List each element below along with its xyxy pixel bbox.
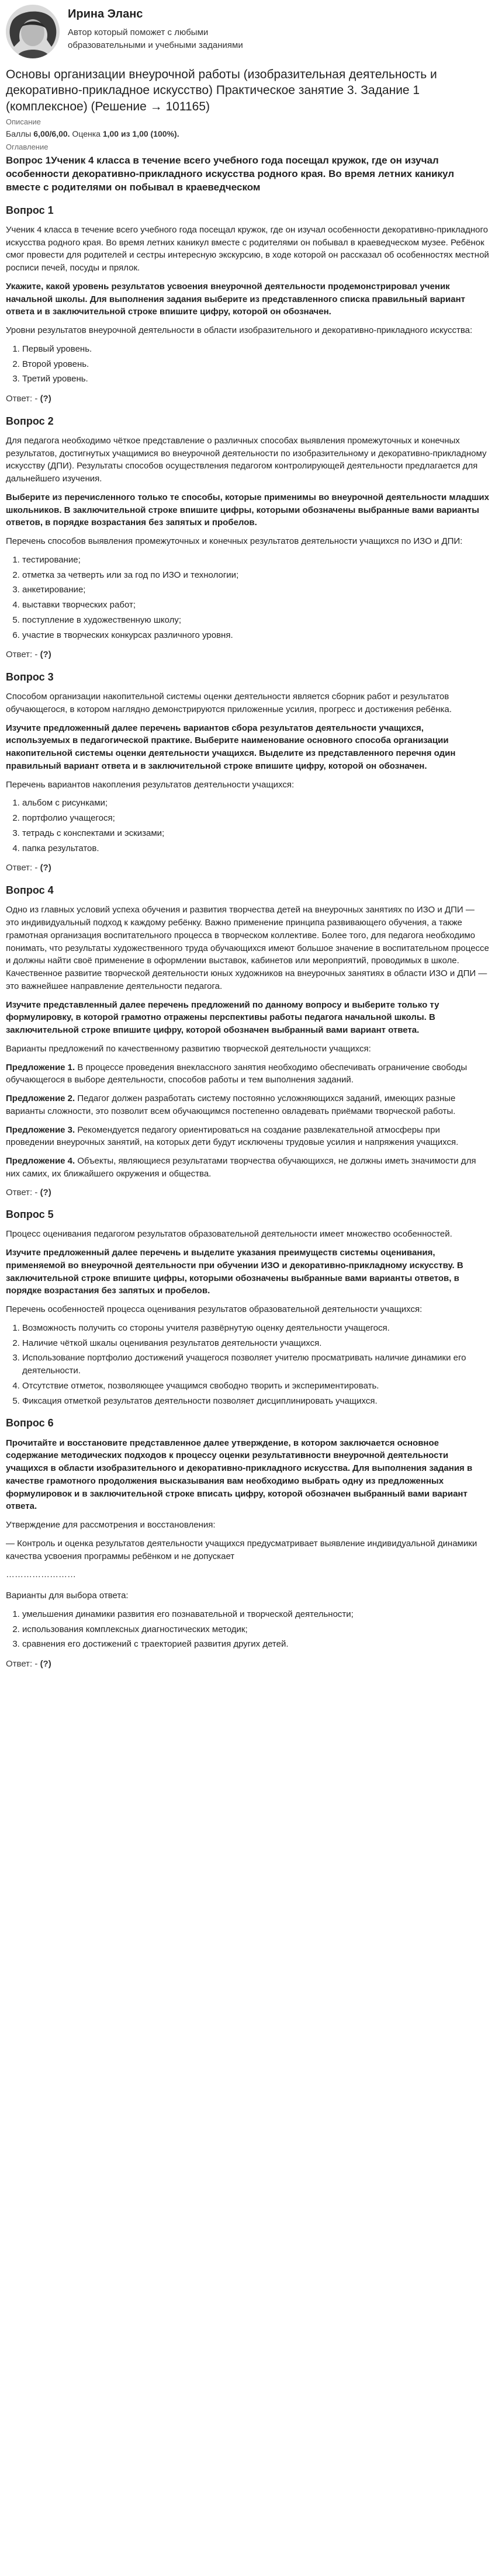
- answer-label: Ответ: -: [6, 1659, 40, 1669]
- proposal-label: Предложение 1.: [6, 1062, 75, 1072]
- question-5-heading: Вопрос 5: [6, 1209, 54, 1221]
- list-item: 3. тетрадь с конспектами и эскизами;: [22, 827, 489, 840]
- question-2-list-intro: Перечень способов выявления промежуточных и конечных результатов деятельности учащихся по ИЗО и ДПИ:: [6, 536, 463, 547]
- grade-prefix: Оценка: [70, 129, 103, 138]
- question-6-options: [6, 1608, 489, 1651]
- list-item: 4. папка результатов.: [22, 842, 489, 855]
- grade-value: 1,00 из 1,00 (100%).: [102, 129, 179, 138]
- question-3-answer: [6, 862, 489, 874]
- answer-label: Ответ: -: [6, 394, 40, 404]
- score-value: 6,00/6,00.: [33, 129, 70, 138]
- proposal-text: Рекомендуется педагогу ориентироваться на создание развлекательной атмосферы при проведении внеурочных занятий, на которых дети будут исключены трудовые усилия и напряжения учащихся.: [6, 1124, 459, 1148]
- question-6-heading: Вопрос 6: [6, 1417, 54, 1429]
- score-line: [6, 128, 489, 140]
- question-4-text: Одно из главных условий успеха обучения и развития творчества детей на внеурочных занятиях по ИЗО и ДПИ — это индивидуальный подход к каждому ребёнку. Важно применение принципа развивающего обучения, а также грамотная организация воспитательного процесса в творческом коллективе. Более того, для педагога необходимо понимать, что результаты художественного труда обучающихся имеют большое значение в воспитательном процессе и должны найти своё применение в оформлении выставок, кабинетов или мероприятий, проводимых в школе. Качественное развитие творческой деятельности юных художников на внеурочных занятиях в области ИЗО и ДПИ — это важнейшее направление деятельности педагога.: [6, 905, 489, 991]
- question-5-text: Процесс оценивания педагогом результатов образовательной деятельности имеет множество особенностей.: [6, 1229, 452, 1240]
- list-item: 3. Использование портфолио достижений учащегося позволяет учителю просматривать наличие динамики его деятельности.: [22, 1352, 489, 1377]
- question-2-text: Для педагога необходимо чёткое представление о различных способах выявления промежуточных и конечных результатов, достигнутых учащимися во внеурочной деятельности по изобразительному и декоративно-прикладному искусству (ДПИ). Результаты способов осуществления педагогом контролирующей деятельности предлагается для дальнейшего изучения.: [6, 435, 487, 484]
- question-3-text: Способом организации накопительной системы оценки деятельности является сборник работ и результатов обучающегося, в котором наглядно демонстрируются приложенные усилия, прогресс и достижения ребёнка.: [6, 692, 452, 714]
- list-item: 1. Первый уровень.: [22, 343, 489, 356]
- author-avatar[interactable]: [6, 5, 60, 58]
- proposal-label: Предложение 2.: [6, 1093, 75, 1104]
- proposal-1: [6, 1061, 489, 1087]
- list-item: 5. Фиксация отметкой результатов деятельности позволяет дисциплинировать учащихся.: [22, 1395, 489, 1408]
- proposal-text: В процессе проведения внеклассного занятия необходимо обеспечивать ограничение свободы обучающегося в выборе деятельности, способов работы и тем выполнения заданий.: [6, 1062, 468, 1085]
- question-1-heading: Вопрос 1: [6, 204, 54, 216]
- list-item: 4. Отсутствие отметок, позволяющее учащимся свободно творить и экспериментировать.: [22, 1380, 489, 1393]
- question-3-options: [6, 797, 489, 855]
- answer-mark[interactable]: (?): [40, 650, 51, 660]
- question-6-statement: — Контроль и оценка результатов деятельности учащихся предусматривает выявление индивидуальной динамики качества усвоения программы ребёнком и не допускает: [6, 1538, 477, 1561]
- list-item: 3. Третий уровень.: [22, 373, 489, 386]
- answer-mark[interactable]: (?): [40, 394, 51, 404]
- list-item: 2. отметка за четверть или за год по ИЗО и технологии;: [22, 569, 489, 582]
- list-item: 4. выставки творческих работ;: [22, 599, 489, 612]
- list-item: 1. альбом с рисунками;: [22, 797, 489, 810]
- document-title: Основы организации внеурочной работы (изобразительная деятельность и декоративно-прикладное искусство) Практическое занятие 3. Задание 1 (комплексное) (Решение → 101165): [6, 68, 437, 113]
- list-item: 3. сравнения его достижений с траекторией развития других детей.: [22, 1638, 489, 1651]
- list-item: 1. умельшения динамики развития его познавательной и творческой деятельности;: [22, 1608, 489, 1621]
- author-name[interactable]: Ирина Эланс: [68, 8, 143, 20]
- toc-label: Оглавление: [6, 143, 49, 152]
- question-6-task: Прочитайте и восстановите представленное далее утверждение, в котором заключается основное содержание методических подходов к процессу оценки результативности внеурочной деятельности учащихся в области изобразительного и декоративно-прикладного искусства. Для выполнения задания в качестве грамотного продолжения высказывания вам необходимо выбрать одну из предложенных формулировок и в заключительной строке вписать цифру, которой обозначен выбранный вами вариант ответа.: [6, 1438, 473, 1512]
- proposal-3: [6, 1124, 489, 1150]
- question-1-options: [6, 343, 489, 386]
- question-4-list-intro: Варианты предложений по качественному развитию творческой деятельности учащихся:: [6, 1043, 371, 1054]
- question-4-answer: [6, 1186, 489, 1199]
- proposal-label: Предложение 3.: [6, 1124, 75, 1135]
- answer-label: Ответ: -: [6, 863, 40, 873]
- question-3-heading: Вопрос 3: [6, 671, 54, 683]
- list-item: 5. поступление в художественную школу;: [22, 614, 489, 627]
- list-item: 2. портфолио учащегося;: [22, 812, 489, 825]
- proposal-text: Объекты, являющиеся результатами творчества обучающихся, не должны иметь значимости для них самих, их ближайшего окружения и общества.: [6, 1156, 476, 1179]
- answer-label: Ответ: -: [6, 1187, 40, 1197]
- question-1-task: Укажите, какой уровень результатов усвоения внеурочной деятельности продемонстрировал ученик начальной школы. Для выполнения задания выберите из представленного списка правильный вариант ответа и в заключительной строке впишите цифру, которой он обозначен.: [6, 281, 466, 317]
- question-3-task: Изучите предложенный далее перечень вариантов сбора результатов деятельности учащихся, используемых в педагогической практике. Выберите наименование основного способа организации накопительной системы оценки деятельности учащихся. Выделите из представленного перечня один правильный вариант ответа и в заключительной строке впишите цифру, которой он обозначен.: [6, 723, 456, 771]
- list-item: 6. участие в творческих конкурсах различного уровня.: [22, 629, 489, 642]
- question-1-answer: [6, 393, 489, 405]
- question-2-heading: Вопрос 2: [6, 415, 54, 427]
- proposal-label: Предложение 4.: [6, 1156, 75, 1167]
- answer-mark[interactable]: (?): [40, 863, 51, 873]
- question-6-answer: [6, 1658, 489, 1671]
- list-item: 3. анкетирование;: [22, 584, 489, 596]
- author-info: [68, 5, 261, 52]
- question-4-task: Изучите представленный далее перечень предложений по данному вопросу и выберите только ту формулировку, в которой грамотно отражены перспективы работы педагога начальной школы. В заключительной строке впишите цифру, которой обозначен выбранный вами вариант ответа.: [6, 999, 439, 1036]
- question-2-answer: [6, 648, 489, 661]
- author-description: Автор который поможет с любыми образовательными и учебными заданиями: [68, 27, 243, 50]
- list-item: 1. Возможность получить со стороны учителя развёрнутую оценку деятельности учащегося.: [22, 1322, 489, 1335]
- proposal-4: [6, 1155, 489, 1181]
- question-5-options: [6, 1322, 489, 1408]
- question-6-blank: ……………………: [6, 1570, 76, 1580]
- question-5-task: Изучите предложенный далее перечень и выделите указания преимуществ системы оценивания, применяемой во внеурочной деятельности при обучении ИЗО и декоративно-прикладному искусству. В заключительной строке впишите цифры, которыми обозначены выбранные вами варианты ответов, в порядке возрастания без запятых и пробелов.: [6, 1248, 463, 1296]
- question-2-task: Выберите из перечисленного только те способы, которые применимы во внеурочной деятельности младших школьников. В заключительной строке впишите цифры, которыми обозначены выбранные вами варианты ответов, в порядке возрастания без запятых и пробелов.: [6, 492, 489, 528]
- question-1-text: Ученик 4 класса в течение всего учебного года посещал кружок, где он изучал особенности декоративно-прикладного искусства родного края. Во время летних каникул вместе с родителями он побывал в краеведческом музее. Ребёнок смог провести для родителей и сестры интересную экскурсию, в ходе которой он рассказал об особенностях местной росписи печей, посуды и прялок.: [6, 224, 489, 273]
- question-1-list-intro: Уровни результатов внеурочной деятельности в области изобразительного и декоративно-прикладного искусства:: [6, 325, 473, 336]
- list-item: 2. использования комплексных диагностических методик;: [22, 1623, 489, 1636]
- question-6-list-intro: Варианты для выбора ответа:: [6, 1591, 129, 1601]
- answer-mark[interactable]: (?): [40, 1187, 51, 1197]
- proposal-2: [6, 1092, 489, 1118]
- question-3-list-intro: Перечень вариантов накопления результатов деятельности учащихся:: [6, 779, 295, 790]
- list-item: 1. тестирование;: [22, 554, 489, 567]
- proposal-text: Педагог должен разработать систему постоянно усложняющихся заданий, имеющих разные варианты сложности, это позволит всем обучающимся постепенно овладевать приёмами творческой работы.: [6, 1093, 456, 1116]
- description-label: Описание: [6, 117, 41, 126]
- question-6-statement-label: Утверждение для рассмотрения и восстановления:: [6, 1520, 216, 1530]
- question-2-options: [6, 554, 489, 642]
- answer-mark[interactable]: (?): [40, 1659, 51, 1669]
- question-4-heading: Вопрос 4: [6, 884, 54, 897]
- list-item: 2. Второй уровень.: [22, 358, 489, 371]
- score-prefix: Баллы: [6, 129, 34, 138]
- question-5-list-intro: Перечень особенностей процесса оценивания результатов образовательной деятельности учащихся:: [6, 1304, 423, 1315]
- list-item: 2. Наличие чёткой шкалы оценивания результатов деятельности учащихся.: [22, 1337, 489, 1350]
- answer-label: Ответ: -: [6, 650, 40, 660]
- toc-heading[interactable]: Вопрос 1Ученик 4 класса в течение всего учебного года посещал кружок, где он изучал особенности декоративно-прикладного искусства родного края. Во время летних каникул вместе с родителями он побывал в краеведческом: [6, 154, 455, 193]
- avatar-photo-icon: [6, 5, 60, 58]
- author-block: [6, 5, 489, 58]
